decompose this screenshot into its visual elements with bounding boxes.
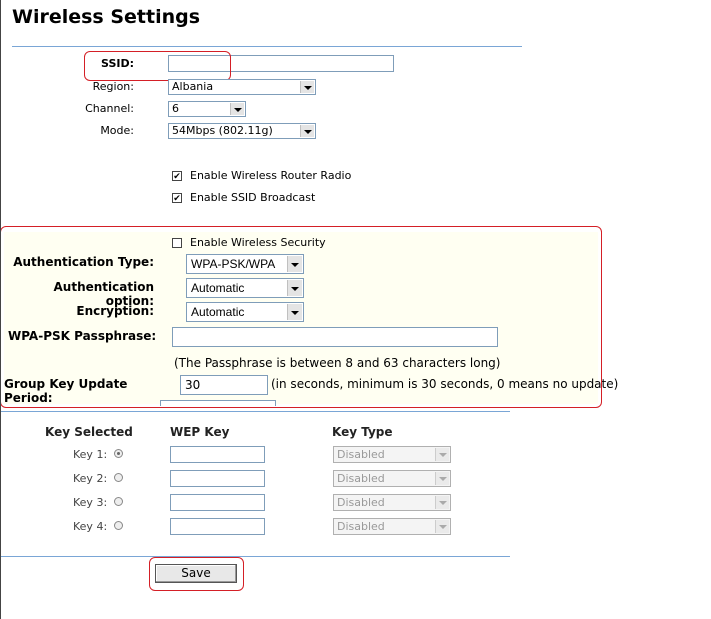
key-3-type-select[interactable] xyxy=(333,494,451,511)
auth-type-label: Authentication Type: xyxy=(13,255,154,269)
left-edge-border xyxy=(0,0,1,619)
key-1-label: Key 1: xyxy=(73,448,108,461)
key-3-radio[interactable] xyxy=(114,497,123,506)
enable-broadcast-checkbox[interactable] xyxy=(172,193,182,203)
key-4-type-value: Disabled xyxy=(337,520,385,533)
page-title: Wireless Settings xyxy=(12,6,201,28)
wep-col-wep-key: WEP Key xyxy=(170,425,230,439)
auth-type-value: WPA-PSK/WPA xyxy=(191,257,276,271)
wep-col-key-type: Key Type xyxy=(332,425,393,439)
save-button[interactable]: Save xyxy=(155,564,237,583)
channel-select[interactable] xyxy=(168,101,246,117)
key-1-type-value: Disabled xyxy=(337,448,385,461)
checkmark-icon: ✔ xyxy=(173,193,181,203)
save-divider xyxy=(0,556,510,557)
auth-option-label: Authentication option: xyxy=(53,280,154,308)
key-1-type-select[interactable] xyxy=(333,446,451,463)
wep-col-key-selected: Key Selected xyxy=(45,425,133,439)
enable-broadcast-label: Enable SSID Broadcast xyxy=(190,191,316,204)
chevron-down-icon xyxy=(435,472,449,485)
chevron-down-icon xyxy=(435,448,449,461)
passphrase-label: WPA-PSK Passphrase: xyxy=(8,329,157,343)
key-2-type-select[interactable] xyxy=(333,470,451,487)
key-1-radio[interactable] xyxy=(114,449,123,458)
enable-radio-checkbox[interactable] xyxy=(172,171,182,181)
group-key-hint: (in seconds, minimum is 30 seconds, 0 means no update) xyxy=(271,377,619,391)
key-4-type-select[interactable] xyxy=(333,518,451,535)
checkmark-icon: ✔ xyxy=(173,171,181,181)
channel-label: Channel: xyxy=(85,102,134,115)
mode-label: Mode: xyxy=(100,124,134,137)
key-2-input[interactable] xyxy=(170,470,265,487)
key-1-input[interactable] xyxy=(170,446,265,463)
encryption-value: Automatic xyxy=(191,305,245,319)
region-label: Region: xyxy=(92,80,134,93)
ssid-label: SSID: xyxy=(101,57,134,70)
group-key-input[interactable]: 30 xyxy=(180,375,268,395)
key-2-type-value: Disabled xyxy=(337,472,385,485)
key-3-input[interactable] xyxy=(170,494,265,511)
key-4-label: Key 4: xyxy=(73,520,108,533)
encryption-label: Encryption: xyxy=(76,304,154,318)
key-2-radio[interactable] xyxy=(114,473,123,482)
passphrase-hint: (The Passphrase is between 8 and 63 characters long) xyxy=(174,356,501,370)
save-highlight xyxy=(149,557,244,591)
auth-option-value: Automatic xyxy=(191,281,245,295)
group-key-label: Group Key Update Period: xyxy=(4,377,128,405)
key-3-label: Key 3: xyxy=(73,496,108,509)
key-4-input[interactable] xyxy=(170,518,265,535)
region-select[interactable] xyxy=(168,79,316,95)
enable-radio-label: Enable Wireless Router Radio xyxy=(190,169,352,182)
enable-security-label: Enable Wireless Security xyxy=(190,236,326,249)
wep-divider xyxy=(0,411,510,412)
channel-value: 6 xyxy=(172,102,179,115)
chevron-down-icon xyxy=(300,81,314,93)
chevron-down-icon xyxy=(435,520,449,533)
mode-select[interactable] xyxy=(168,123,316,139)
ssid-highlight xyxy=(84,51,231,81)
chevron-down-icon xyxy=(300,125,314,137)
chevron-down-icon xyxy=(230,103,244,115)
title-divider xyxy=(12,46,522,47)
mode-value: 54Mbps (802.11g) xyxy=(172,124,273,137)
region-value: Albania xyxy=(172,80,214,93)
chevron-down-icon xyxy=(435,496,449,509)
key-4-radio[interactable] xyxy=(114,521,123,530)
security-highlight xyxy=(0,226,602,408)
key-3-type-value: Disabled xyxy=(337,496,385,509)
key-2-label: Key 2: xyxy=(73,472,108,485)
